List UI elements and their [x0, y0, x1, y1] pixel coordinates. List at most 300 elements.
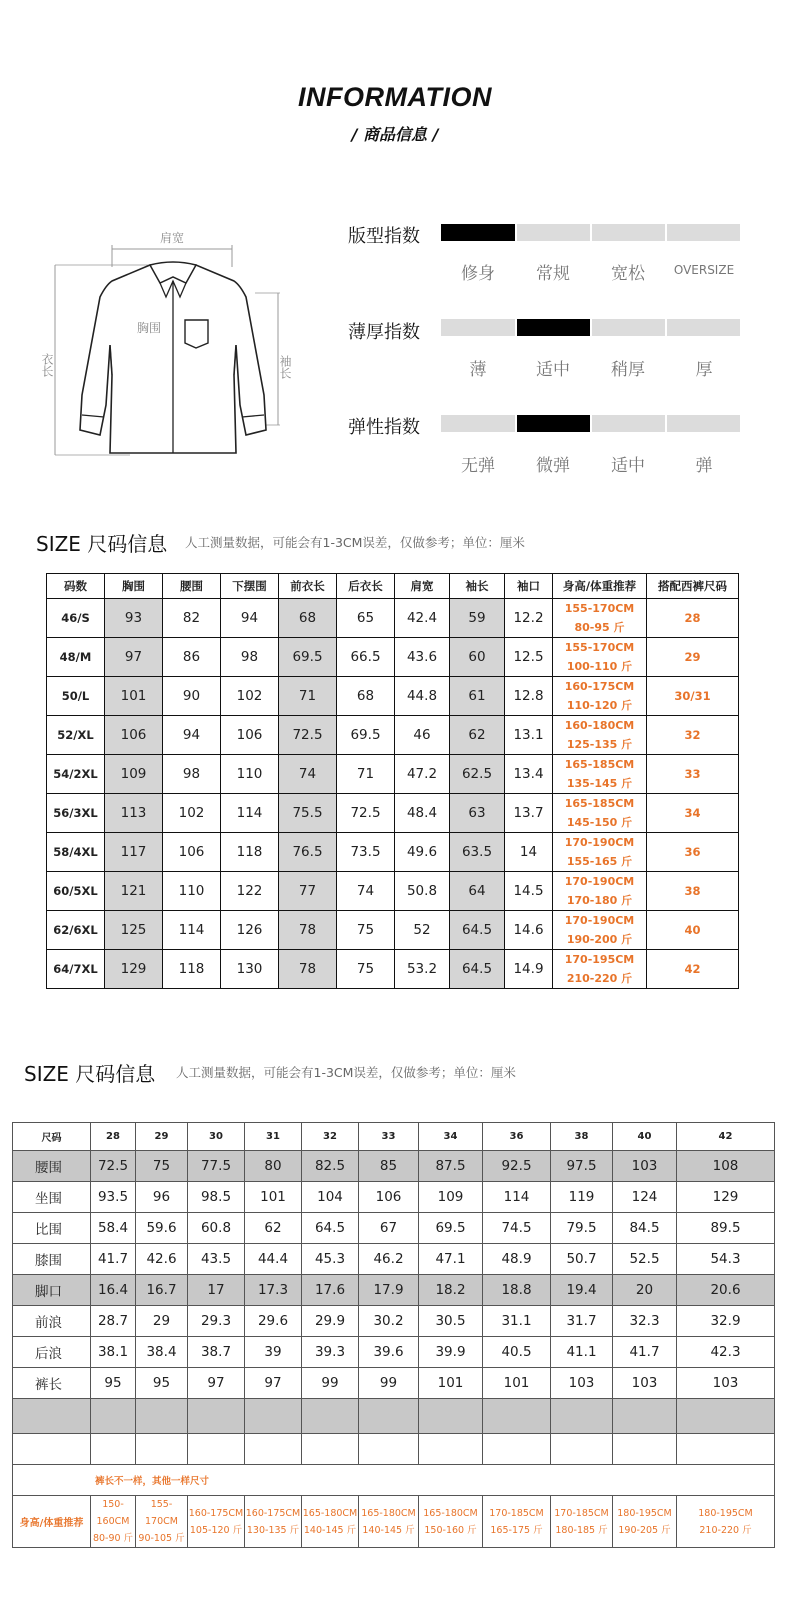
table-cell: 75	[337, 911, 395, 950]
page-subtitle: / 商品信息 /	[351, 125, 439, 144]
recommendation-cell	[483, 1496, 551, 1548]
table-cell: 13.1	[505, 716, 553, 755]
table-cell: 48.9	[483, 1244, 551, 1275]
table-cell: 110	[221, 755, 279, 794]
blank-cell	[91, 1434, 136, 1465]
table-cell: 14.9	[505, 950, 553, 989]
blank-cell	[551, 1434, 613, 1465]
fit-option-3: 宽松	[611, 264, 645, 284]
column-header: 袖长	[450, 574, 505, 599]
table-cell: 101	[245, 1182, 302, 1213]
weight-range: 170-180 斤	[566, 894, 633, 907]
column-header: 30	[188, 1123, 245, 1151]
table-cell: 30.2	[359, 1306, 419, 1337]
table-cell: 60/5XL	[47, 872, 105, 911]
table-cell: 74.5	[483, 1213, 551, 1244]
recommendation-cell	[553, 638, 647, 677]
table-cell: 113	[105, 794, 163, 833]
thickness-bar-seg-3	[592, 319, 665, 336]
blank-cell	[551, 1399, 613, 1434]
column-header: 码数	[47, 574, 105, 599]
blank-cell	[677, 1399, 775, 1434]
blank-cell	[13, 1434, 91, 1465]
table-cell: 101	[105, 677, 163, 716]
pants-size-cell: 42	[647, 950, 739, 989]
height-range: 170-190CM	[564, 875, 635, 888]
elasticity-option-3: 适中	[611, 456, 645, 476]
column-header: 身高/体重推荐	[553, 574, 647, 599]
blank-cell	[677, 1434, 775, 1465]
blank-cell	[188, 1399, 245, 1434]
table-cell: 39.3	[302, 1337, 359, 1368]
table-cell: 42.3	[677, 1337, 775, 1368]
chest-label: 胸围	[137, 321, 162, 335]
size-label: 尺码	[13, 1123, 91, 1151]
blank-cell	[419, 1399, 483, 1434]
table-cell: 19.4	[551, 1275, 613, 1306]
shoulder-label: 肩宽	[160, 231, 185, 245]
blank-cell	[359, 1434, 419, 1465]
table-cell: 124	[613, 1182, 677, 1213]
size-section-1-title: SIZE 尺码信息	[36, 532, 168, 556]
table-cell: 114	[163, 911, 221, 950]
height-range: 165-180CM	[302, 1507, 358, 1519]
weight-range: 190-200 斤	[566, 933, 633, 946]
table-cell: 98.5	[188, 1182, 245, 1213]
table-cell: 94	[163, 716, 221, 755]
table-row	[47, 872, 739, 911]
table-cell: 121	[105, 872, 163, 911]
pants-size-cell: 28	[647, 599, 739, 638]
thickness-bar-seg-1	[441, 319, 515, 336]
table-cell: 106	[163, 833, 221, 872]
table-row	[47, 716, 739, 755]
table-cell: 62/6XL	[47, 911, 105, 950]
table-cell: 31.1	[483, 1306, 551, 1337]
table-cell: 41.1	[551, 1337, 613, 1368]
pants-size-cell: 40	[647, 911, 739, 950]
column-header: 36	[483, 1123, 551, 1151]
table-cell: 29.3	[188, 1306, 245, 1337]
pants-size-cell: 32	[647, 716, 739, 755]
table-cell: 18.8	[483, 1275, 551, 1306]
table-cell: 77.5	[188, 1151, 245, 1182]
shirt-size-table	[46, 573, 739, 989]
row-label: 坐围	[13, 1182, 91, 1213]
table-cell: 97.5	[551, 1151, 613, 1182]
table-row	[13, 1337, 775, 1368]
weight-range: 100-110 斤	[566, 660, 633, 673]
table-row	[13, 1213, 775, 1244]
table-cell: 84.5	[613, 1213, 677, 1244]
table-cell: 64.5	[450, 950, 505, 989]
table-cell: 87.5	[419, 1151, 483, 1182]
table-cell: 95	[136, 1368, 188, 1399]
weight-range: 190-205 斤	[618, 1524, 671, 1536]
pants-size-cell: 36	[647, 833, 739, 872]
table-row	[13, 1368, 775, 1399]
table-cell: 75.5	[279, 794, 337, 833]
table-cell: 18.2	[419, 1275, 483, 1306]
row-label: 后浪	[13, 1337, 91, 1368]
thickness-option-1: 薄	[469, 360, 487, 380]
table-cell: 17.6	[302, 1275, 359, 1306]
table-cell: 58/4XL	[47, 833, 105, 872]
table-cell: 38.1	[91, 1337, 136, 1368]
table-cell: 47.1	[419, 1244, 483, 1275]
height-range: 180-195CM	[698, 1507, 753, 1519]
table-cell: 60	[450, 638, 505, 677]
recommendation-cell	[553, 872, 647, 911]
table-cell: 71	[337, 755, 395, 794]
table-cell: 117	[105, 833, 163, 872]
table-cell: 72.5	[337, 794, 395, 833]
table-cell: 79.5	[551, 1213, 613, 1244]
table-cell: 130	[221, 950, 279, 989]
blank-cell	[188, 1434, 245, 1465]
column-header: 袖口	[505, 574, 553, 599]
weight-range: 180-185 斤	[555, 1524, 608, 1536]
table-cell: 103	[613, 1368, 677, 1399]
table-cell: 62	[450, 716, 505, 755]
table-cell: 31.7	[551, 1306, 613, 1337]
table-cell: 38.7	[188, 1337, 245, 1368]
fit-bar-seg-4	[667, 224, 740, 241]
table-cell: 59	[450, 599, 505, 638]
table-cell: 17.3	[245, 1275, 302, 1306]
blank-cell	[359, 1399, 419, 1434]
recommendation-cell	[553, 716, 647, 755]
height-range: 170-185CM	[489, 1507, 544, 1519]
recommendation-cell	[553, 950, 647, 989]
table-cell: 82	[163, 599, 221, 638]
table-cell: 99	[302, 1368, 359, 1399]
thickness-index-label: 薄厚指数	[348, 322, 420, 343]
weight-range: 105-120 斤	[189, 1524, 243, 1536]
column-header: 腰围	[163, 574, 221, 599]
pants-size-cell: 30/31	[647, 677, 739, 716]
table-cell: 93	[105, 599, 163, 638]
table-cell: 82.5	[302, 1151, 359, 1182]
recommendation-label: 身高/体重推荐	[13, 1496, 91, 1548]
weight-range: 210-220 斤	[566, 972, 633, 985]
table-cell: 90	[163, 677, 221, 716]
height-range: 170-195CM	[564, 953, 635, 966]
blank-cell	[613, 1399, 677, 1434]
table-cell: 106	[105, 716, 163, 755]
table-cell: 39	[245, 1337, 302, 1368]
elasticity-option-1: 无弹	[461, 456, 495, 476]
column-header: 胸围	[105, 574, 163, 599]
table-cell: 61	[450, 677, 505, 716]
table-cell: 77	[279, 872, 337, 911]
table-cell: 65	[337, 599, 395, 638]
table-cell: 110	[163, 872, 221, 911]
table-cell: 64.5	[302, 1213, 359, 1244]
table-cell: 119	[551, 1182, 613, 1213]
table-cell: 126	[221, 911, 279, 950]
table-cell: 86	[163, 638, 221, 677]
column-header: 38	[551, 1123, 613, 1151]
height-range: 165-180CM	[423, 1507, 478, 1519]
table-cell: 59.6	[136, 1213, 188, 1244]
blank-cell	[136, 1399, 188, 1434]
row-label: 前浪	[13, 1306, 91, 1337]
weight-range: 155-165 斤	[566, 855, 633, 868]
table-cell: 106	[221, 716, 279, 755]
table-row	[47, 833, 739, 872]
table-cell: 29	[136, 1306, 188, 1337]
table-cell: 46/S	[47, 599, 105, 638]
blank-cell	[483, 1399, 551, 1434]
thickness-option-3: 稍厚	[611, 360, 645, 380]
table-cell: 46.2	[359, 1244, 419, 1275]
blank-cell	[302, 1399, 359, 1434]
row-label: 腰围	[13, 1151, 91, 1182]
table-cell: 99	[359, 1368, 419, 1399]
thickness-option-2: 适中	[536, 360, 570, 380]
table-cell: 94	[221, 599, 279, 638]
blank-cell	[245, 1434, 302, 1465]
elasticity-index-label: 弹性指数	[348, 417, 420, 438]
table-row	[47, 677, 739, 716]
table-cell: 101	[419, 1368, 483, 1399]
pants-size-cell: 34	[647, 794, 739, 833]
table-cell: 103	[613, 1151, 677, 1182]
table-cell: 47.2	[395, 755, 450, 794]
column-header: 40	[613, 1123, 677, 1151]
table-row	[47, 950, 739, 989]
table-cell: 98	[163, 755, 221, 794]
page-title: INFORMATION	[298, 82, 492, 112]
table-cell: 29.6	[245, 1306, 302, 1337]
weight-range: 145-150 斤	[566, 816, 633, 829]
fit-bar-seg-1	[441, 224, 515, 241]
shirt-illustration	[40, 225, 300, 470]
weight-range: 135-145 斤	[566, 777, 633, 790]
table-cell: 75	[136, 1151, 188, 1182]
table-cell: 109	[105, 755, 163, 794]
table-row	[13, 1151, 775, 1182]
table-cell: 108	[677, 1151, 775, 1182]
table-cell: 42.6	[136, 1244, 188, 1275]
table-cell: 13.4	[505, 755, 553, 794]
table-header-row	[13, 1123, 775, 1151]
table-cell: 60.8	[188, 1213, 245, 1244]
table-cell: 68	[337, 677, 395, 716]
table-cell: 114	[221, 794, 279, 833]
table-cell: 64	[450, 872, 505, 911]
table-cell: 46	[395, 716, 450, 755]
blank-row	[13, 1434, 775, 1465]
table-row	[47, 638, 739, 677]
column-header: 肩宽	[395, 574, 450, 599]
table-cell: 12.2	[505, 599, 553, 638]
table-cell: 58.4	[91, 1213, 136, 1244]
recommendation-cell	[553, 833, 647, 872]
table-cell: 64/7XL	[47, 950, 105, 989]
column-header: 搭配西裤尺码	[647, 574, 739, 599]
table-row	[47, 755, 739, 794]
footnote: 裤长不一样，其他一样尺寸	[13, 1465, 775, 1496]
blank-cell	[136, 1434, 188, 1465]
table-cell: 29.9	[302, 1306, 359, 1337]
footnote-row	[13, 1465, 775, 1496]
table-cell: 67	[359, 1213, 419, 1244]
height-range: 160-175CM	[188, 1507, 244, 1519]
recommendation-cell	[245, 1496, 302, 1548]
table-cell: 97	[188, 1368, 245, 1399]
table-cell: 54/2XL	[47, 755, 105, 794]
height-range: 150-160CM	[96, 1499, 130, 1527]
row-label: 膝围	[13, 1244, 91, 1275]
table-cell: 69.5	[419, 1213, 483, 1244]
table-cell: 63	[450, 794, 505, 833]
table-cell: 118	[163, 950, 221, 989]
height-range: 170-190CM	[564, 914, 635, 927]
recommendation-row	[13, 1496, 775, 1548]
table-cell: 76.5	[279, 833, 337, 872]
table-cell: 20	[613, 1275, 677, 1306]
size-section-2-title: SIZE 尺码信息	[24, 1062, 156, 1086]
height-range: 165-185CM	[564, 797, 635, 810]
recommendation-cell	[553, 599, 647, 638]
recommendation-cell	[551, 1496, 613, 1548]
recommendation-cell	[553, 911, 647, 950]
table-cell: 52/XL	[47, 716, 105, 755]
table-cell: 44.8	[395, 677, 450, 716]
height-range: 155-170CM	[564, 602, 635, 615]
column-header: 33	[359, 1123, 419, 1151]
table-cell: 20.6	[677, 1275, 775, 1306]
table-cell: 41.7	[613, 1337, 677, 1368]
table-cell: 129	[677, 1182, 775, 1213]
recommendation-cell	[553, 755, 647, 794]
table-row	[13, 1306, 775, 1337]
height-range: 165-180CM	[361, 1507, 416, 1519]
table-cell: 13.7	[505, 794, 553, 833]
table-cell: 28.7	[91, 1306, 136, 1337]
table-cell: 14.5	[505, 872, 553, 911]
table-cell: 66.5	[337, 638, 395, 677]
fit-index-label: 版型指数	[348, 226, 420, 247]
recommendation-cell	[302, 1496, 359, 1548]
column-header: 29	[136, 1123, 188, 1151]
height-range: 170-190CM	[564, 836, 635, 849]
table-cell: 43.6	[395, 638, 450, 677]
height-range: 165-185CM	[564, 758, 635, 771]
fit-bar-seg-3	[592, 224, 665, 241]
table-cell: 102	[163, 794, 221, 833]
weight-range: 210-220 斤	[699, 1524, 752, 1536]
table-header-row	[47, 574, 739, 599]
size-section-1-note: 人工测量数据，可能会有1-3CM误差，仅做参考；单位：厘米	[185, 535, 525, 550]
recommendation-cell	[359, 1496, 419, 1548]
table-cell: 78	[279, 911, 337, 950]
table-cell: 50.8	[395, 872, 450, 911]
recommendation-cell	[136, 1496, 188, 1548]
row-label: 比围	[13, 1213, 91, 1244]
height-range: 180-195CM	[617, 1507, 672, 1519]
table-cell: 74	[279, 755, 337, 794]
table-cell: 93.5	[91, 1182, 136, 1213]
table-cell: 96	[136, 1182, 188, 1213]
table-cell: 50.7	[551, 1244, 613, 1275]
height-range: 155-170CM	[564, 641, 635, 654]
table-row	[13, 1182, 775, 1213]
table-cell: 39.6	[359, 1337, 419, 1368]
table-cell: 85	[359, 1151, 419, 1182]
table-cell: 102	[221, 677, 279, 716]
table-cell: 45.3	[302, 1244, 359, 1275]
table-cell: 69.5	[279, 638, 337, 677]
size-section-2-note: 人工测量数据，可能会有1-3CM误差，仅做参考；单位：厘米	[176, 1065, 516, 1080]
table-cell: 75	[337, 950, 395, 989]
table-cell: 52	[395, 911, 450, 950]
table-cell: 40.5	[483, 1337, 551, 1368]
recommendation-cell	[188, 1496, 245, 1548]
elasticity-option-4: 弹	[695, 456, 713, 476]
weight-range: 130-135 斤	[246, 1524, 300, 1536]
table-cell: 68	[279, 599, 337, 638]
row-label: 裤长	[13, 1368, 91, 1399]
recommendation-cell	[613, 1496, 677, 1548]
blank-cell	[419, 1434, 483, 1465]
table-cell: 89.5	[677, 1213, 775, 1244]
recommendation-cell	[553, 677, 647, 716]
table-cell: 14.6	[505, 911, 553, 950]
table-cell: 17	[188, 1275, 245, 1306]
table-cell: 114	[483, 1182, 551, 1213]
thickness-bar-seg-2	[517, 319, 590, 336]
weight-range: 90-105 斤	[138, 1533, 185, 1544]
table-cell: 118	[221, 833, 279, 872]
table-cell: 38.4	[136, 1337, 188, 1368]
table-cell: 62	[245, 1213, 302, 1244]
column-header: 42	[677, 1123, 775, 1151]
recommendation-cell	[419, 1496, 483, 1548]
table-cell: 39.9	[419, 1337, 483, 1368]
table-cell: 42.4	[395, 599, 450, 638]
blank-row	[13, 1399, 775, 1434]
table-cell: 32.9	[677, 1306, 775, 1337]
table-cell: 54.3	[677, 1244, 775, 1275]
pants-size-cell: 29	[647, 638, 739, 677]
column-header: 后衣长	[337, 574, 395, 599]
sleeve-label: 袖长	[278, 355, 292, 379]
weight-range: 80-95 斤	[574, 621, 625, 634]
column-header: 32	[302, 1123, 359, 1151]
blank-cell	[13, 1399, 91, 1434]
fit-option-2: 常规	[536, 264, 570, 284]
table-cell: 63.5	[450, 833, 505, 872]
thickness-option-4: 厚	[695, 360, 713, 380]
table-cell: 12.8	[505, 677, 553, 716]
fit-option-1: 修身	[461, 264, 495, 284]
fit-option-4: OVERSIZE	[673, 263, 735, 277]
table-cell: 64.5	[450, 911, 505, 950]
table-cell: 73.5	[337, 833, 395, 872]
table-cell: 71	[279, 677, 337, 716]
recommendation-cell	[677, 1496, 775, 1548]
table-cell: 103	[551, 1368, 613, 1399]
weight-range: 140-145 斤	[362, 1524, 415, 1536]
height-range: 160-180CM	[564, 719, 635, 732]
table-cell: 101	[483, 1368, 551, 1399]
recommendation-cell	[91, 1496, 136, 1548]
table-cell: 50/L	[47, 677, 105, 716]
table-cell: 98	[221, 638, 279, 677]
